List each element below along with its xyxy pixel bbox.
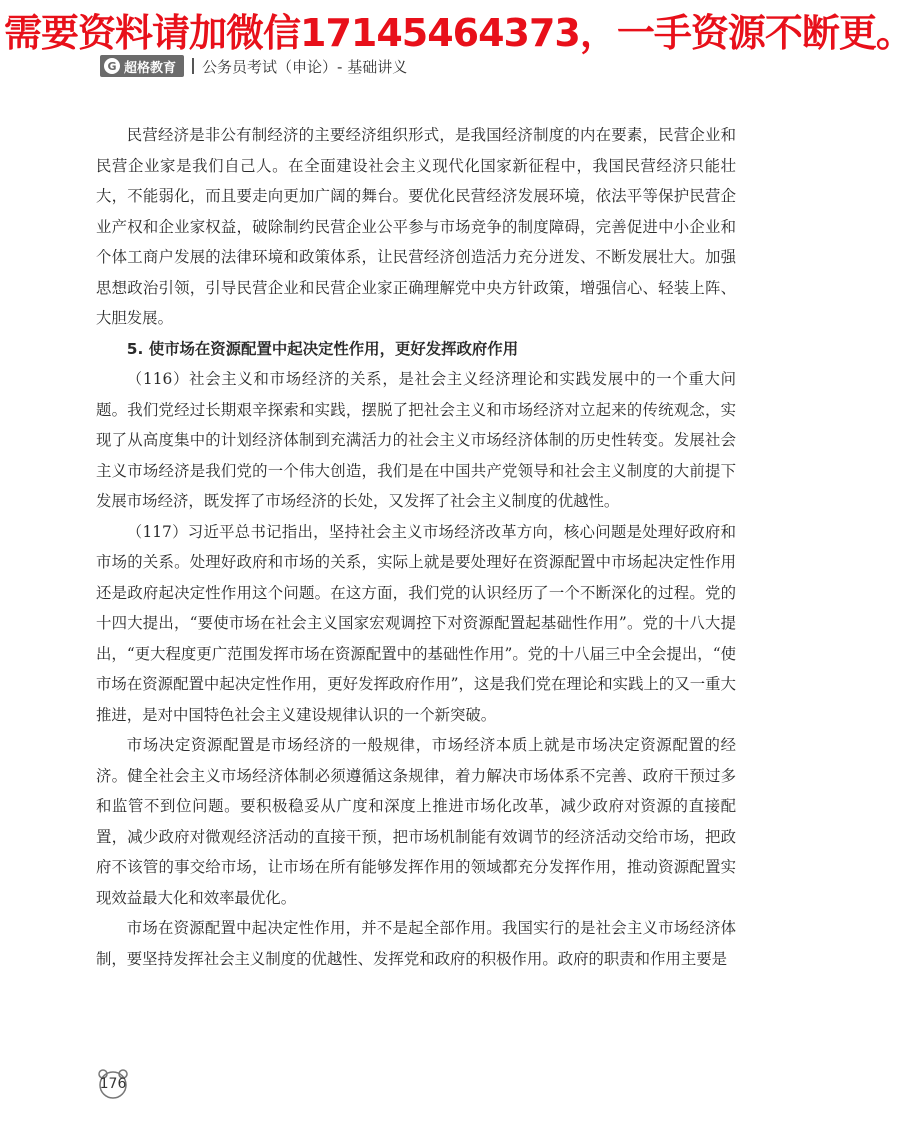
section-heading: 5. 使市场在资源配置中起决定性作用，更好发挥政府作用 xyxy=(126,339,519,358)
paragraph: 市场在资源配置中起决定性作用，并不是起全部作用。我国实行的是社会主义市场经济体制，要坚持发挥社会主义制度的优越性、发挥党和政府的积极作用。政府的职责和作用主要是 xyxy=(96,919,736,968)
paragraph: （116）社会主义和市场经济的关系，是社会主义经济理论和实践发展中的一个重大问题。我们党经过长期艰辛探索和实践，摆脱了把社会主义和市场经济对立起来的传统观念，实现了从高度集中的计划经济体制到充满活力的社会主义市场经济体制的历史性转变。发展社会主义市场经济是我们党的一个伟大创造，我们是在中国共产党领导和社会主义制度的大前提下发展市场经济，既发挥了市场经济的长处，又发挥了社会主义制度的优越性。 xyxy=(96,370,736,510)
paragraph: 市场决定资源配置是市场经济的一般规律，市场经济本质上就是市场决定资源配置的经济。健全社会主义市场经济体制必须遵循这条规律，着力解决市场体系不完善、政府干预过多和监管不到位问题。要积极稳妥从广度和深度上推进市场化改革，减少政府对资源的直接配置，减少政府对微观经济活动的直接干预，把市场机制能有效调节的经济活动交给市场，把政府不该管的事交给市场，让市场在所有能够发挥作用的领域都充分发挥作用，推动资源配置实现效益最大化和效率最优化。 xyxy=(96,736,736,907)
logo-text: 超格教育 xyxy=(124,60,177,76)
publisher-logo xyxy=(100,55,184,77)
page-header xyxy=(100,54,407,78)
paragraph: （117）习近平总书记指出，坚持社会主义市场经济改革方向，核心问题是处理好政府和市场的关系。处理好政府和市场的关系，实际上就是要处理好在资源配置中市场起决定性作用还是政府起决定性作用这个问题。在这方面，我们党的认识经历了一个不断深化的过程。党的十四大提出，“要使市场在社会主义国家宏观调控下对资源配置起基础性作用”。党的十八大提出，“更大程度更广范围发挥市场在资源配置中的基础性作用”。党的十八届三中全会提出，“使市场在资源配置中起决定性作用，更好发挥政府作用”，这是我们党在理论和实践上的又一重大推进，是对中国特色社会主义建设规律认识的一个新突破。 xyxy=(96,522,736,724)
body-text xyxy=(96,120,736,974)
page-number xyxy=(96,1068,130,1100)
running-title: 公务员考试（申论）- 基础讲义 xyxy=(202,57,408,76)
paragraph: 民营经济是非公有制经济的主要经济组织形式，是我国经济制度的内在要素，民营企业和民营企业家是我们自己人。在全面建设社会主义现代化国家新征程中，我国民营经济只能壮大，不能弱化，而且要走向更加广阔的舞台。要优化民营经济发展环境，依法平等保护民营企业产权和企业家权益，破除制约民营企业公平参与市场竞争的制度障碍，完善促进中小企业和个体工商户发展的法律环境和政策体系，让民营经济创造活力充分迸发、不断发展壮大。加强思想政治引领，引导民营企业和民营企业家正确理解党中央方针政策，增强信心、轻装上阵、大胆发展。 xyxy=(96,126,736,327)
promo-banner: 需要资料请加微信17145464373，一手资源不断更。 xyxy=(4,11,913,55)
page-number-text: 176 xyxy=(99,1076,127,1092)
logo-icon: G xyxy=(104,58,120,74)
header-divider xyxy=(192,58,194,74)
